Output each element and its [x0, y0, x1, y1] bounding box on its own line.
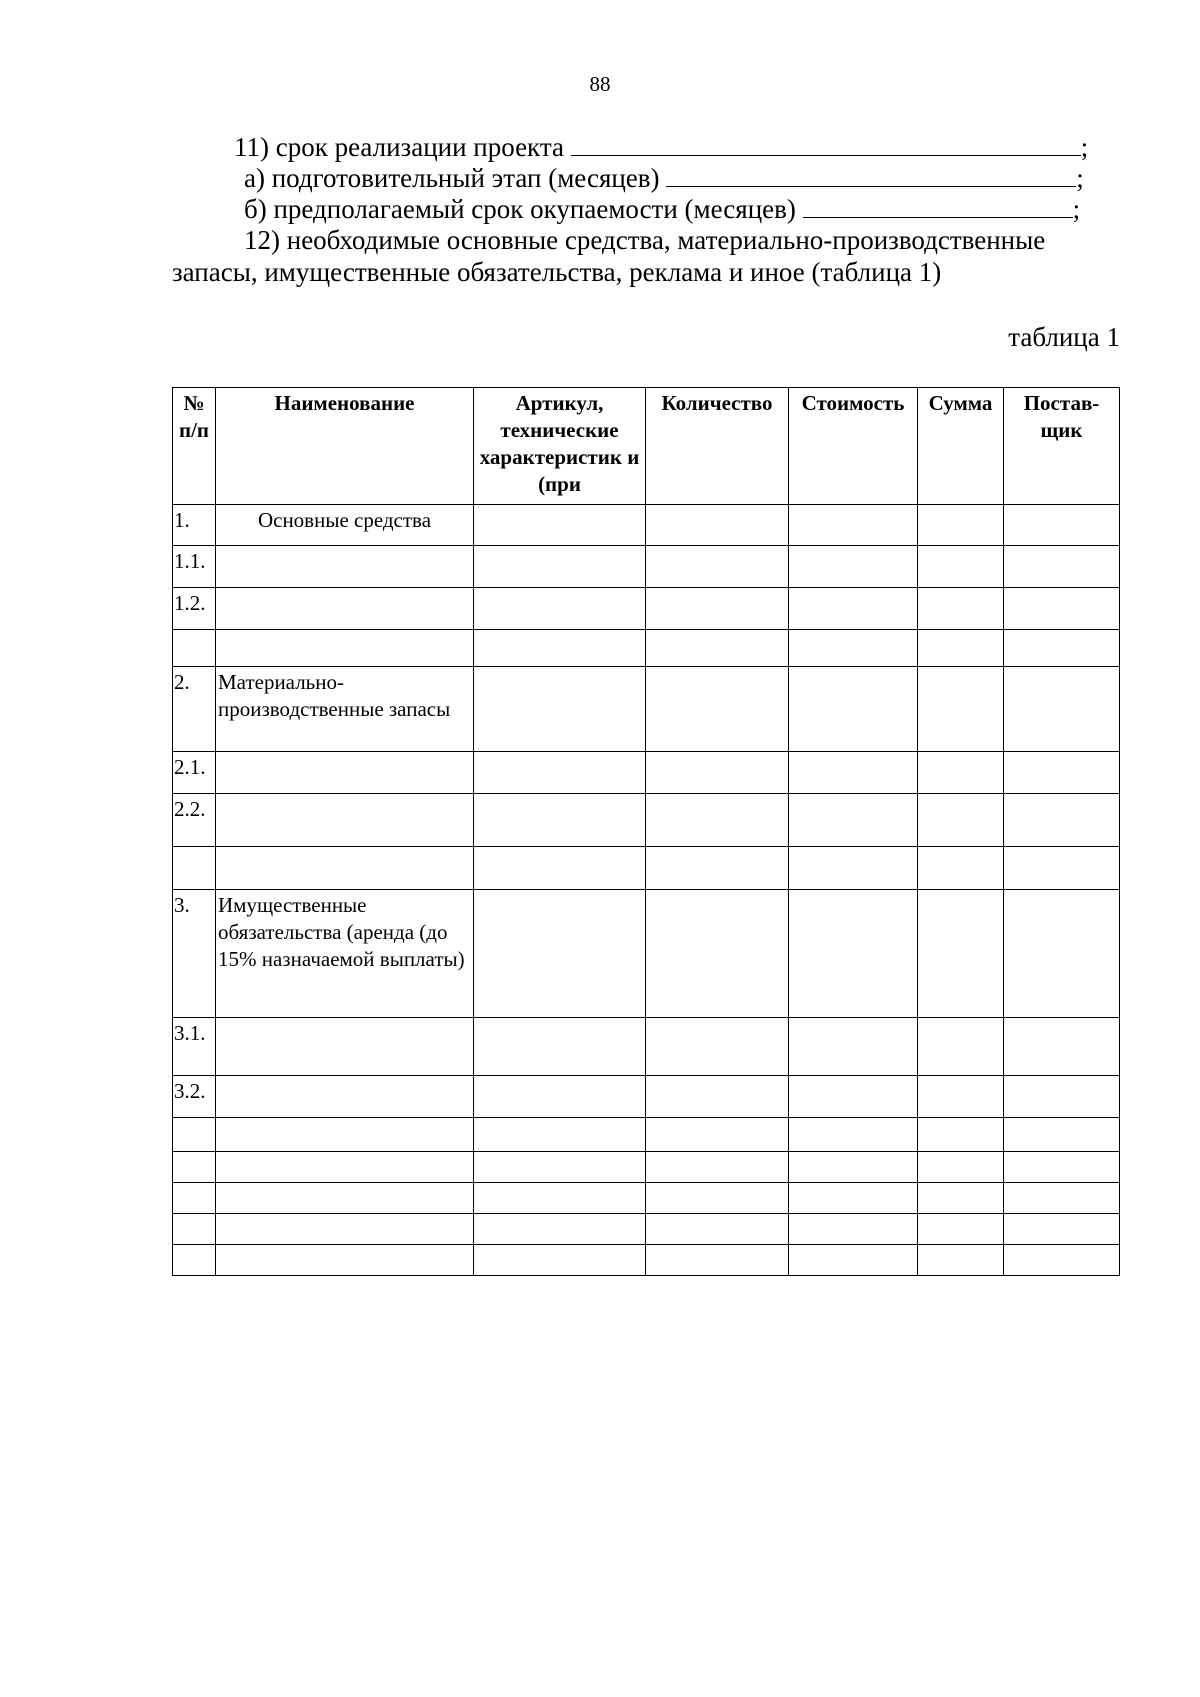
row-qty [646, 505, 789, 546]
row-article [474, 752, 646, 794]
row-name [216, 1183, 474, 1214]
payback-label: б) предполагаемый срок окупаемости (месяцев) [244, 194, 796, 224]
row-qty [646, 1245, 789, 1276]
row-cost [789, 847, 918, 890]
row-cost [789, 546, 918, 588]
row-num: 3.2. [173, 1076, 216, 1118]
row-supplier [1004, 667, 1120, 752]
row-name [216, 1118, 474, 1152]
row-sum [918, 588, 1004, 630]
header-sum: Сумма [918, 388, 1004, 505]
row-qty [646, 752, 789, 794]
row-article [474, 847, 646, 890]
row-supplier [1004, 1214, 1120, 1245]
row-qty [646, 1076, 789, 1118]
row-qty [646, 1183, 789, 1214]
row-num [173, 1118, 216, 1152]
row-qty [646, 1152, 789, 1183]
row-article [474, 1018, 646, 1076]
row-article [474, 1183, 646, 1214]
row-sum [918, 1245, 1004, 1276]
row-qty [646, 794, 789, 847]
table-row [173, 752, 1120, 794]
table-row [173, 1076, 1120, 1118]
table-row [173, 794, 1120, 847]
row-num: 2.1. [173, 752, 216, 794]
row-cost [789, 1214, 918, 1245]
row-num: 2.2. [173, 794, 216, 847]
row-qty [646, 546, 789, 588]
table-row [173, 1152, 1120, 1183]
row-article [474, 546, 646, 588]
row-cost [789, 667, 918, 752]
row-supplier [1004, 546, 1120, 588]
row-num: 3.1. [173, 1018, 216, 1076]
preparatory-stage-blank [666, 162, 1076, 187]
row-cost [789, 1076, 918, 1118]
row-num: 1.2. [173, 588, 216, 630]
row-sum [918, 667, 1004, 752]
header-article: Артикул, технические характеристик и (при [474, 388, 646, 505]
row-article [474, 794, 646, 847]
row-name [216, 1152, 474, 1183]
row-supplier [1004, 1183, 1120, 1214]
table-row [173, 1118, 1120, 1152]
row-supplier [1004, 505, 1120, 546]
row-cost [789, 630, 918, 667]
table-row [173, 1245, 1120, 1276]
payback-end: ; [1072, 194, 1081, 224]
project-term-line [234, 131, 1088, 162]
row-sum [918, 505, 1004, 546]
payback-blank [803, 193, 1073, 218]
table-row [173, 1183, 1120, 1214]
row-name [216, 1214, 474, 1245]
row-supplier [1004, 1245, 1120, 1276]
preparatory-stage-end: ; [1076, 163, 1084, 193]
row-num [173, 847, 216, 890]
row-cost [789, 1183, 918, 1214]
row-sum [918, 630, 1004, 667]
row-sum [918, 1018, 1004, 1076]
row-qty [646, 588, 789, 630]
row-name [216, 630, 474, 667]
row-name [216, 588, 474, 630]
row-name [216, 1245, 474, 1276]
row-sum [918, 890, 1004, 1018]
row-article [474, 1118, 646, 1152]
row-num [173, 1183, 216, 1214]
row-article [474, 588, 646, 630]
table-caption: таблица 1 [1008, 322, 1120, 352]
row-cost [789, 588, 918, 630]
header-name: Наименование [216, 388, 474, 505]
row-num [173, 1152, 216, 1183]
paragraph-12-line1: 12) необходимые основные средства, материально-производственные [244, 225, 1046, 255]
row-cost [789, 794, 918, 847]
row-supplier [1004, 1118, 1120, 1152]
project-term-end: ; [1080, 132, 1089, 162]
row-article [474, 1245, 646, 1276]
row-article [474, 890, 646, 1018]
table-row [173, 630, 1120, 667]
row-qty [646, 847, 789, 890]
row-article [474, 630, 646, 667]
row-cost [789, 1118, 918, 1152]
row-name [216, 1076, 474, 1118]
preparatory-stage-line [244, 162, 1084, 193]
row-num [173, 630, 216, 667]
row-sum [918, 794, 1004, 847]
row-article [474, 1076, 646, 1118]
page-number: 88 [589, 72, 611, 96]
row-article [474, 667, 646, 752]
row-name [216, 847, 474, 890]
row-num [173, 1245, 216, 1276]
row-cost [789, 752, 918, 794]
row-supplier [1004, 752, 1120, 794]
payback-line [244, 193, 1080, 224]
row-name: Имущественные обязательства (аренда (до 15% назначаемой выплаты) [216, 890, 474, 1018]
table-row [173, 505, 1120, 546]
row-num: 2. [173, 667, 216, 752]
row-qty [646, 890, 789, 1018]
row-qty [646, 630, 789, 667]
items-table [172, 387, 1120, 1276]
row-article [474, 1152, 646, 1183]
row-name [216, 546, 474, 588]
project-term-blank [571, 131, 1081, 156]
preparatory-stage-label: а) подготовительный этап (месяцев) [244, 163, 660, 193]
table-row [173, 847, 1120, 890]
row-sum [918, 1152, 1004, 1183]
row-qty [646, 1214, 789, 1245]
table-header-row [173, 388, 1120, 505]
row-qty [646, 1118, 789, 1152]
header-qty: Количество [646, 388, 789, 505]
row-qty [646, 667, 789, 752]
row-cost [789, 505, 918, 546]
header-cost: Стоимость [789, 388, 918, 505]
row-supplier [1004, 588, 1120, 630]
table-row [173, 1018, 1120, 1076]
header-num: № п/п [173, 388, 216, 505]
table-row [173, 588, 1120, 630]
row-sum [918, 1118, 1004, 1152]
row-name [216, 794, 474, 847]
table-row [173, 890, 1120, 1018]
row-sum [918, 1076, 1004, 1118]
row-num: 3. [173, 890, 216, 1018]
table-row [173, 667, 1120, 752]
row-supplier [1004, 630, 1120, 667]
row-sum [918, 546, 1004, 588]
table-row [173, 1214, 1120, 1245]
row-name: Материально-производственные запасы [216, 667, 474, 752]
row-num [173, 1214, 216, 1245]
row-qty [646, 1018, 789, 1076]
row-num: 1.1. [173, 546, 216, 588]
row-cost [789, 1245, 918, 1276]
row-supplier [1004, 794, 1120, 847]
row-sum [918, 1214, 1004, 1245]
header-supplier: Постав-щик [1004, 388, 1120, 505]
row-cost [789, 890, 918, 1018]
project-term-label: 11) срок реализации проекта [234, 132, 564, 162]
row-cost [789, 1018, 918, 1076]
row-cost [789, 1152, 918, 1183]
row-sum [918, 752, 1004, 794]
row-sum [918, 1183, 1004, 1214]
row-name: Основные средства [216, 505, 474, 546]
paragraph-12-line2: запасы, имущественные обязательства, реклама и иное (таблица 1) [172, 257, 942, 287]
row-name [216, 1018, 474, 1076]
row-sum [918, 847, 1004, 890]
row-name [216, 752, 474, 794]
row-num: 1. [173, 505, 216, 546]
row-supplier [1004, 1076, 1120, 1118]
row-supplier [1004, 1152, 1120, 1183]
row-supplier [1004, 890, 1120, 1018]
row-supplier [1004, 1018, 1120, 1076]
row-article [474, 1214, 646, 1245]
table-row [173, 546, 1120, 588]
row-article [474, 505, 646, 546]
row-supplier [1004, 847, 1120, 890]
